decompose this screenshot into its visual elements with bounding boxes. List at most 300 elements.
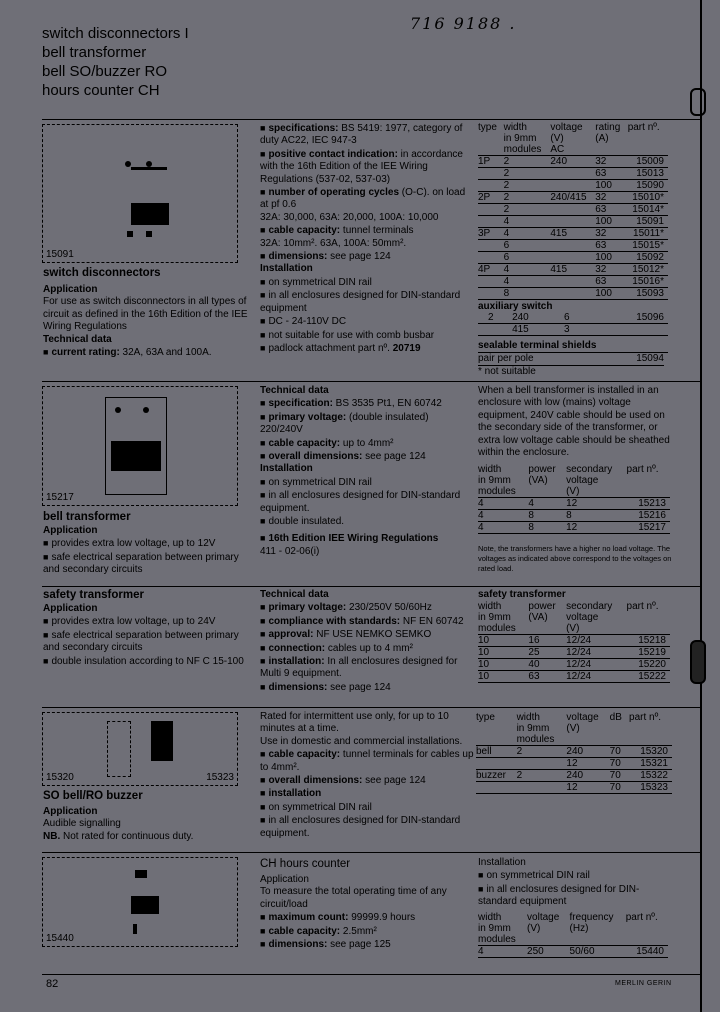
bullet-icon: ■ — [260, 251, 266, 262]
item-text: cables up to 4 mm² — [325, 642, 413, 654]
section-divider — [42, 119, 700, 120]
item-text: double insulation according to NF C 15-100 — [51, 655, 244, 667]
table-cell: 15010* — [628, 192, 668, 204]
section-title: SO bell/RO buzzer — [43, 790, 143, 802]
item-text: provides extra low voltage, up to 24V — [51, 616, 216, 628]
table-cell: 15014* — [628, 204, 668, 216]
product-image-bell-transformer — [42, 386, 238, 506]
page-heading — [42, 24, 189, 100]
table-cell: 15213 — [627, 498, 670, 510]
table-row — [478, 240, 668, 252]
subheading: Installation — [260, 463, 313, 475]
list-item — [260, 925, 474, 938]
table-cell: 63 — [595, 204, 627, 216]
install-list — [260, 276, 474, 355]
bullet-icon: ■ — [260, 148, 266, 159]
table-cell: 415 — [512, 324, 564, 336]
column-header: part nº. — [626, 912, 668, 946]
section-title: safety transformer — [43, 589, 144, 601]
table-row — [478, 288, 668, 300]
column-header: secondary voltage (V) — [566, 464, 626, 498]
item-label: primary voltage: — [268, 602, 347, 614]
bullet-icon: ■ — [260, 925, 266, 936]
table-cell: 15220 — [627, 659, 670, 671]
item-text: in all enclosures designed for DIN-standard equipment. — [260, 490, 461, 514]
item-label: specifications: — [268, 123, 339, 134]
table-row — [478, 522, 670, 534]
buzzer-part-table — [476, 712, 672, 794]
table-cell: 240 — [566, 746, 609, 758]
column-header: type — [476, 712, 517, 746]
list-item — [478, 869, 678, 882]
item-text: not suitable for use with comb busbar — [268, 329, 435, 341]
table-cell — [478, 168, 504, 180]
bullet-icon: ■ — [260, 775, 266, 786]
table-row — [478, 312, 668, 324]
item-text: see page 124 — [327, 251, 391, 263]
table-cell: 15016* — [628, 276, 668, 288]
product-image-bell-buzzer — [42, 712, 238, 786]
item-text: on symmetrical DIN rail — [268, 276, 372, 288]
list-item — [43, 615, 258, 628]
table-cell: 2P — [478, 192, 504, 204]
list-item — [260, 911, 474, 924]
table-cell: 63 — [595, 276, 627, 288]
table-cell: 8 — [504, 288, 551, 300]
bullet-icon: ■ — [478, 870, 484, 881]
list-item — [260, 774, 474, 787]
table-cell: 8 — [528, 522, 566, 534]
table-cell — [488, 324, 512, 336]
table-cell: 15218 — [627, 635, 670, 647]
table-cell — [478, 276, 504, 288]
list-item — [260, 787, 474, 800]
image-part-number: 15323 — [206, 772, 234, 783]
table-cell: 15322 — [629, 770, 672, 782]
column-header: power (VA) — [528, 601, 566, 635]
table-cell: 6 — [564, 312, 588, 324]
item-label: overall dimensions: — [268, 451, 363, 463]
table-header-row — [478, 912, 668, 946]
list-item — [43, 655, 258, 668]
item-text: BS 5419: 1977, category of duty AC22, IEC 947-3 — [260, 123, 463, 147]
aux-switch-table — [478, 312, 668, 336]
list-item — [260, 642, 474, 655]
table-cell — [478, 312, 488, 324]
table-row — [478, 192, 668, 204]
table-cell: 15093 — [628, 288, 668, 300]
heading-line: bell SO/buzzer RO — [42, 63, 168, 80]
table-cell: 100 — [595, 252, 627, 264]
nb-text: Not rated for continuous duty. — [60, 830, 194, 842]
table-cell: 63 — [595, 240, 627, 252]
table-row — [478, 180, 668, 192]
table-cell: 4 — [504, 276, 551, 288]
table-cell — [476, 782, 517, 794]
table-cell: 3P — [478, 228, 504, 240]
table-cell: 15219 — [627, 647, 670, 659]
item-text: provides extra low voltage, up to 12V — [51, 538, 216, 550]
list-item — [260, 329, 474, 342]
heading-line: bell transformer — [42, 44, 147, 61]
image-part-number: 15320 — [46, 772, 74, 783]
bullet-icon: ■ — [260, 939, 266, 950]
image-part-number: 15217 — [46, 492, 74, 503]
list-item — [260, 601, 474, 614]
column-header: part nº. — [627, 464, 670, 498]
bullet-icon: ■ — [43, 655, 49, 666]
table-cell: 8 — [566, 510, 626, 522]
list-item — [43, 537, 258, 550]
table-cell — [550, 240, 595, 252]
table-cell: 2 — [504, 168, 551, 180]
switch-part-table — [478, 122, 668, 300]
table-cell: 12/24 — [566, 671, 626, 683]
item-text: see page 124 — [362, 775, 426, 787]
table-cell: 415 — [550, 264, 595, 276]
table-row — [478, 647, 670, 659]
table-cell — [550, 252, 595, 264]
item-text: In all enclosures designed for Multi 9 equipment. — [260, 656, 458, 680]
subheading: Application — [43, 284, 98, 295]
table-cell: 15216 — [627, 510, 670, 522]
table-cell: 12 — [566, 782, 609, 794]
table-cell: 10 — [478, 659, 528, 671]
column-header: part nº. — [627, 601, 670, 635]
table-cell: 15096 — [588, 312, 668, 324]
column-header: type — [478, 122, 504, 156]
table-cell: 12/24 — [566, 635, 626, 647]
item-label: number of operating cycles — [268, 187, 400, 199]
item-label: cable capacity: — [268, 437, 341, 449]
table-cell: 12/24 — [566, 659, 626, 671]
column-header: width in 9mm modules — [478, 601, 528, 635]
table-cell: 15217 — [627, 522, 670, 534]
shield-part: 15094 — [636, 353, 664, 364]
handwritten-note: 716 9188 . — [410, 14, 517, 33]
bullet-icon: ■ — [260, 451, 266, 462]
table-cell: 70 — [610, 758, 629, 770]
table-cell — [550, 168, 595, 180]
image-part-number: 15091 — [46, 249, 74, 260]
heading-line: switch disconnectors I — [42, 25, 189, 42]
table-row — [478, 510, 670, 522]
safety-part-table — [478, 601, 670, 683]
table-cell — [478, 324, 488, 336]
column-header: power (VA) — [528, 464, 566, 498]
table-row — [476, 770, 672, 782]
bullet-icon: ■ — [43, 616, 49, 627]
table-cell: 6 — [504, 240, 551, 252]
item-text: tunnel terminals 32A: 10mm². 63A, 100A: 50mm². — [260, 225, 414, 249]
table-cell: 15222 — [627, 671, 670, 683]
bullet-icon: ■ — [260, 411, 266, 422]
table-cell: 100 — [595, 288, 627, 300]
item-text: 32A, 63A and 100A. — [119, 347, 212, 359]
table-cell: 3 — [564, 324, 588, 336]
subheading: safety transformer — [478, 589, 566, 600]
subheading: Technical data — [260, 589, 329, 600]
bullet-icon: ■ — [260, 437, 266, 448]
product-image-hours-counter — [42, 857, 238, 947]
table-cell: 15091 — [628, 216, 668, 228]
table-cell: 4 — [528, 498, 566, 510]
item-text: in all enclosures designed for DIN-standard equipment — [478, 883, 640, 908]
table-cell: 15321 — [629, 758, 672, 770]
bullet-icon: ■ — [260, 290, 266, 301]
table-cell — [476, 758, 517, 770]
subheading: Technical data — [260, 385, 329, 396]
table-cell: 6 — [504, 252, 551, 264]
bullet-icon: ■ — [43, 551, 49, 562]
item-label: cable capacity: — [268, 225, 341, 237]
table-cell: 4 — [478, 945, 527, 957]
table-cell: 50/60 — [570, 945, 626, 957]
column-header: rating (A) — [595, 122, 627, 156]
table-cell: 240/415 — [550, 192, 595, 204]
table-cell: 12 — [566, 522, 626, 534]
application-text: To measure the total operating time of any circuit/load — [260, 886, 447, 910]
column-header: frequency (Hz) — [570, 912, 626, 946]
table-cell: 2 — [517, 746, 567, 758]
item-label: cable capacity: — [268, 925, 341, 937]
list-item — [260, 801, 474, 814]
bullet-icon: ■ — [260, 681, 266, 692]
table-row — [478, 498, 670, 510]
item-text: NF EN 60742 — [400, 615, 464, 627]
bullet-icon: ■ — [260, 602, 266, 613]
table-cell: 63 — [528, 671, 566, 683]
table-header-row — [478, 464, 670, 498]
table-cell: 32 — [595, 228, 627, 240]
table-cell: 8 — [528, 510, 566, 522]
table-cell: 70 — [610, 770, 629, 782]
table-cell: 32 — [595, 264, 627, 276]
intro-text: Rated for intermittent use only, for up to 10 minutes at a time. Use in domestic and commercial installations. — [260, 711, 463, 747]
bullet-icon: ■ — [260, 225, 266, 236]
table-row — [478, 945, 668, 957]
table-cell: 10 — [478, 647, 528, 659]
table-cell: 15011* — [628, 228, 668, 240]
bullet-icon: ■ — [260, 615, 266, 626]
subheading: auxiliary switch — [478, 301, 553, 312]
table-cell: 15090 — [628, 180, 668, 192]
bullet-icon: ■ — [260, 187, 266, 198]
table-cell: buzzer — [476, 770, 517, 782]
install-list — [260, 476, 474, 529]
table-cell — [478, 204, 504, 216]
list-item — [260, 224, 474, 250]
table-cell: 15320 — [629, 746, 672, 758]
column-header: voltage (V) — [566, 712, 609, 746]
table-cell: 12 — [566, 498, 626, 510]
table-cell: 415 — [550, 228, 595, 240]
column-header: part nº. — [629, 712, 672, 746]
table-row — [478, 216, 668, 228]
table-cell: 100 — [595, 216, 627, 228]
section-divider — [42, 381, 700, 382]
bullet-icon: ■ — [260, 656, 266, 667]
binder-hole-mark — [690, 88, 706, 116]
list-item — [260, 250, 474, 263]
subheading: Application — [43, 603, 98, 614]
subheading: Application — [43, 806, 98, 817]
list-item — [43, 346, 258, 359]
item-text: in all enclosures designed for DIN-standard equipment — [260, 290, 461, 314]
table-row — [476, 758, 672, 770]
table-row — [478, 156, 668, 168]
item-text: see page 125 — [327, 939, 391, 951]
list-item — [260, 342, 474, 355]
table-cell: 70 — [610, 782, 629, 794]
bullet-icon: ■ — [43, 629, 49, 640]
item-text: BS 3535 Pt1, EN 60742 — [332, 398, 442, 410]
bullet-icon: ■ — [260, 629, 266, 640]
table-header-row — [476, 712, 672, 746]
table-cell: 32 — [595, 192, 627, 204]
table-cell — [478, 252, 504, 264]
spec-list — [260, 122, 474, 263]
table-cell — [517, 758, 567, 770]
nb-label: NB. — [43, 830, 61, 842]
item-label: dimensions: — [268, 251, 328, 263]
image-part-number: 15440 — [46, 933, 74, 944]
table-cell: 12/24 — [566, 647, 626, 659]
list-item — [260, 437, 474, 450]
table-cell: 4 — [504, 216, 551, 228]
section-divider — [42, 852, 700, 853]
list-item — [260, 397, 474, 410]
item-label: connection: — [268, 642, 326, 654]
subheading: Installation — [260, 263, 313, 275]
list-item — [260, 655, 474, 681]
table-cell: 15015* — [628, 240, 668, 252]
table-cell: 240 — [566, 770, 609, 782]
table-cell: 15013 — [628, 168, 668, 180]
table-row — [476, 782, 672, 794]
item-text: see page 124 — [362, 451, 426, 463]
subheading: Application — [43, 525, 98, 536]
table-cell: 63 — [595, 168, 627, 180]
spec-list — [260, 748, 474, 840]
list-item — [260, 122, 474, 148]
subheading: sealable terminal shields — [478, 340, 668, 353]
item-label: cable capacity: — [268, 749, 341, 761]
subheading: Technical data — [43, 333, 112, 345]
list-item — [260, 411, 474, 437]
item-label: compliance with standards: — [268, 615, 401, 627]
bullet-icon: ■ — [260, 398, 266, 409]
table-cell: 250 — [527, 945, 570, 957]
item-label: dimensions: — [268, 939, 328, 951]
item-text: 230/250V 50/60Hz — [346, 602, 432, 614]
tech-list — [43, 346, 258, 359]
bullet-icon: ■ — [260, 490, 266, 501]
list-item — [260, 489, 474, 515]
bullet-icon: ■ — [260, 749, 266, 760]
item-text: 411 - 02-06(i) — [260, 545, 320, 557]
application-text: For use as switch disconnectors in all types of circuit as defined in the 16th Edition of the IEE Wiring Regulations — [43, 296, 248, 333]
product-image-switch-disconnector — [42, 124, 238, 263]
table-cell: 4 — [504, 264, 551, 276]
item-label: dimensions: — [268, 681, 328, 693]
item-text: DC - 24-110V DC — [268, 316, 347, 328]
section-title: switch disconnectors — [43, 267, 161, 279]
table-cell: 15323 — [629, 782, 672, 794]
list-item — [43, 629, 258, 655]
table-row — [478, 635, 670, 647]
table-row — [478, 671, 670, 683]
item-label: positive contact indication: — [268, 148, 398, 160]
bullet-icon: ■ — [260, 788, 266, 799]
tech-list — [260, 601, 474, 694]
item-text: padlock attachment part nº. — [268, 342, 393, 354]
table-row — [478, 324, 668, 336]
column-header: dB — [610, 712, 629, 746]
bullet-icon: ■ — [260, 316, 266, 327]
subheading: Installation — [478, 857, 526, 868]
bullet-icon: ■ — [43, 538, 49, 549]
table-cell — [478, 288, 504, 300]
column-header: width in 9mm modules — [504, 122, 551, 156]
item-text: on symmetrical DIN rail — [268, 801, 372, 813]
table-cell: 12 — [566, 758, 609, 770]
column-header: voltage (V) — [527, 912, 570, 946]
bell-part-table — [478, 464, 670, 534]
table-cell: 240 — [550, 156, 595, 168]
item-text: NF USE NEMKO SEMKO — [313, 629, 432, 641]
item-text: safe electrical separation between primary and secondary circuits — [43, 629, 239, 654]
table-cell — [550, 288, 595, 300]
table-cell: 32 — [595, 156, 627, 168]
table-cell: 15009 — [628, 156, 668, 168]
binder-hole-mark — [690, 640, 706, 684]
table-header-row — [478, 601, 670, 635]
table-cell: 4 — [478, 510, 528, 522]
list-item — [260, 748, 474, 774]
item-value: 20719 — [392, 342, 421, 354]
item-text: in accordance with the 16th Edition of the IEE Wiring Regulations (537-02, 537-03) — [260, 148, 463, 185]
application-list — [43, 537, 258, 576]
application-text: Audible signalling — [43, 818, 121, 830]
list-item — [260, 476, 474, 489]
list-item — [260, 532, 474, 558]
table-cell: 2 — [504, 156, 551, 168]
list-item — [43, 551, 258, 577]
column-header: width in 9mm modules — [478, 912, 527, 946]
table-cell: 15440 — [626, 945, 668, 957]
item-text: 2.5mm² — [340, 925, 377, 937]
bullet-icon: ■ — [260, 815, 266, 826]
table-cell — [478, 216, 504, 228]
table-cell: 1P — [478, 156, 504, 168]
table-cell: 15092 — [628, 252, 668, 264]
bullet-icon: ■ — [260, 123, 266, 133]
brand-name: MERLIN GERIN — [615, 980, 672, 987]
list-item — [260, 615, 474, 628]
footnote: * not suitable — [478, 366, 536, 377]
bullet-icon: ■ — [260, 276, 266, 287]
list-item — [260, 315, 474, 328]
list-item — [260, 814, 474, 840]
item-label: approval: — [268, 629, 314, 641]
table-cell: 70 — [610, 746, 629, 758]
column-header: part nº. — [628, 122, 668, 156]
bullet-icon: ■ — [260, 342, 266, 353]
bullet-icon: ■ — [260, 533, 266, 544]
heading-line: hours counter CH — [42, 82, 160, 99]
list-item — [260, 276, 474, 289]
